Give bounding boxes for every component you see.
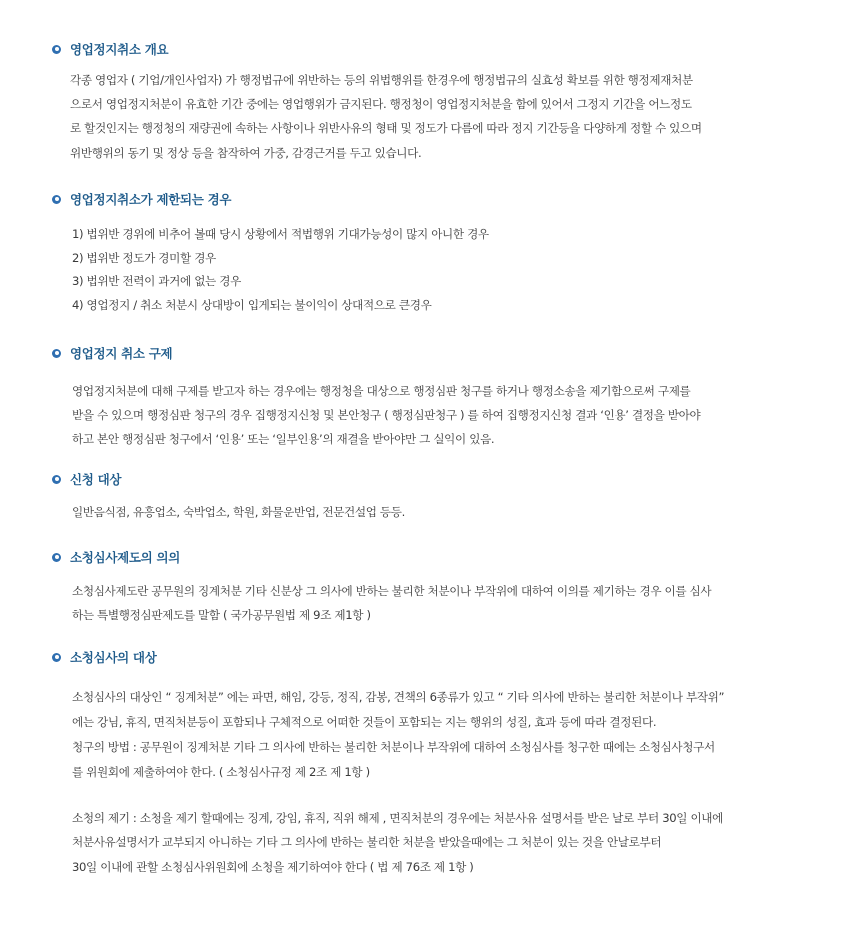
text-line: 소청심사의 대상인 “ 징계처분” 에는 파면, 해임, 강등, 정직, 감봉, 견책의 6종류가 있고 “ 기타 의사에 반하는 불리한 처분이나 부작위” (72, 690, 725, 704)
text-line: 위반행위의 동기 및 정상 등을 참작하여 가중, 감경근거를 두고 있습니다. (70, 146, 422, 160)
text-line: 처분사유설명서가 교부되지 아니하는 기타 그 의사에 반하는 불리한 처분을 받았을때에는 그 처분이 있는 것을 안날로부터 (72, 835, 662, 849)
text-line: 소청의 제기 : 소청을 제기 할때에는 징계, 강임, 휴직, 직위 해제 , 면직처분의 경우에는 처분사유 설명서를 받은 날로 부터 30일 이내에 (72, 811, 723, 825)
section-heading-appeal-targets: 소청심사의 대상 (52, 648, 156, 666)
text-line: 하는 특별행정심판제도를 말함 ( 국가공무원법 제 9조 제1항 ) (72, 608, 371, 622)
text-line: 일반음식점, 유흥업소, 숙박업소, 학원, 화물운반업, 전문건설업 등등. (72, 505, 405, 519)
text-line: 하고 본안 행정심판 청구에서 ‘인용’ 또는 ‘일부인용’의 재결을 받아야만 그 실익이 있음. (72, 432, 495, 446)
section-heading-restrictions: 영업정지취소가 제한되는 경우 (52, 190, 231, 208)
text-line: 에는 강님, 휴직, 면직처분등이 포함되나 구체적으로 어떠한 것들이 포함되는 지는 행위의 성질, 효과 등에 따라 결정된다. (72, 715, 657, 729)
section-heading-overview: 영업정지취소 개요 (52, 40, 168, 58)
list-item: 2) 법위반 정도가 경미할 경우 (72, 251, 216, 265)
bullet-icon (52, 195, 61, 204)
section-heading-targets: 신청 대상 (52, 470, 121, 488)
text-line: 소청심사제도란 공무원의 징계처분 기타 신분상 그 의사에 반하는 불리한 처분이나 부작위에 대하여 이의를 제기하는 경우 이를 심사 (72, 584, 712, 598)
bullet-icon (52, 349, 61, 358)
text-line: 로 할것인지는 행정청의 재량권에 속하는 사항이나 위반사유의 형태 및 정도가 다름에 따라 정지 기간등을 다양하게 정할 수 있으며 (70, 121, 702, 135)
bullet-icon (52, 653, 61, 662)
bullet-icon (52, 45, 61, 54)
bullet-icon (52, 553, 61, 562)
bullet-icon (52, 475, 61, 484)
list-item: 1) 법위반 경위에 비추어 볼때 당시 상황에서 적법행위 기대가능성이 많지 아니한 경우 (72, 227, 489, 241)
section-heading-remedy: 영업정지 취소 구제 (52, 344, 172, 362)
text-line: 으로서 영업정지처분이 유효한 기간 중에는 영업행위가 금지된다. 행정청이 영업정지처분을 함에 있어서 그정지 기간을 어느정도 (70, 97, 692, 111)
text-line: 청구의 방법 : 공무원이 징계처분 기타 그 의사에 반하는 불리한 처분이나 부작위에 대하여 소청심사를 청구한 때에는 소청심사청구서 (72, 740, 715, 754)
section-heading-appeal-meaning: 소청심사제도의 의의 (52, 548, 180, 566)
list-item: 4) 영업정지 / 취소 처분시 상대방이 입게되는 불이익이 상대적으로 큰경우 (72, 298, 432, 312)
text-line: 각종 영업자 ( 기업/개인사업자) 가 행정법규에 위반하는 등의 위법행위를 한경우에 행정법규의 실효성 확보를 위한 행정제재처분 (70, 73, 693, 87)
list-item: 3) 법위반 전력이 과거에 없는 경우 (72, 274, 241, 288)
text-line: 를 위원회에 제출하여야 한다. ( 소청심사규정 제 2조 제 1항 ) (72, 765, 370, 779)
text-line: 30일 이내에 관할 소청심사위원회에 소청을 제기하여야 한다 ( 법 제 76조 제 1항 ) (72, 860, 474, 874)
text-line: 영업정지처분에 대해 구제를 받고자 하는 경우에는 행정청을 대상으로 행정심판 청구를 하거나 행정소송을 제기함으로써 구제를 (72, 384, 691, 398)
text-line: 받을 수 있으며 행정심판 청구의 경우 집행정지신청 및 본안청구 ( 행정심판청구 ) 를 하여 집행정지신청 결과 ‘인용’ 결정을 받아야 (72, 408, 701, 422)
